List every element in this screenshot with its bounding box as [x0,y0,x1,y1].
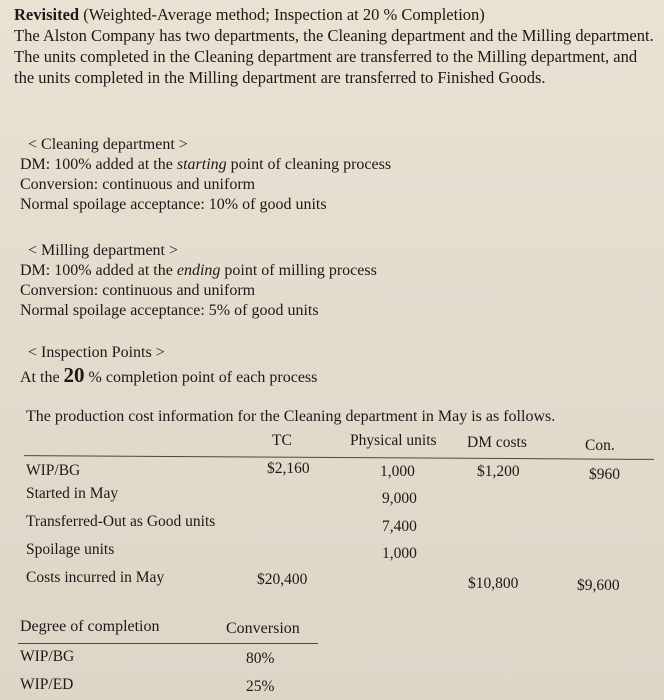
milling-header: < Milling department > [28,242,179,259]
inspection-header: < Inspection Points > [28,344,165,361]
row-dm: $1,200 [477,463,520,480]
row-label: WIP/BG [26,462,81,479]
milling-conversion: Conversion: continuous and uniform [20,282,256,299]
milling-spoilage: Normal spoilage acceptance: 5% of good units [20,302,319,319]
row-con: $960 [589,466,620,483]
row-label: Started in May [26,485,119,502]
col-physical-units: Physical units [350,432,437,449]
cleaning-header: < Cleaning department > [28,136,188,153]
production-intro: The production cost information for the Cleaning department in May is as follows. [26,408,556,425]
inspection-section [20,341,317,389]
col-dm-costs: DM costs [467,434,527,451]
inspection-line: At the 20 % completion point of each process [20,363,318,387]
cleaning-dm: DM: 100% added at the starting point of cleaning process [20,156,392,173]
milling-section [20,241,377,321]
row-dm: $10,800 [468,575,519,592]
completion-rule [18,643,318,644]
row-units: 1,000 [380,463,415,480]
completion-column: Conversion [226,620,300,637]
row-label: Transferred-Out as Good units [26,513,216,530]
row-units: 9,000 [382,490,417,507]
intro-paragraph [14,4,654,88]
completion-row-label: WIP/ED [20,676,74,693]
completion-row-value: 25% [246,678,275,695]
cleaning-conversion: Conversion: continuous and uniform [20,176,256,193]
completion-row-label: WIP/BG [20,648,75,665]
cleaning-section [20,135,391,215]
completion-header: Degree of completion [20,618,160,635]
col-tc: TC [272,432,292,449]
row-label: Spoilage units [26,541,115,558]
completion-row-value: 80% [246,650,275,667]
milling-dm: DM: 100% added at the ending point of milling process [20,262,377,279]
row-units: 1,000 [382,545,417,562]
row-con: $9,600 [577,577,620,594]
cleaning-spoilage: Normal spoilage acceptance: 10% of good units [20,196,327,213]
col-con: Con. [585,437,615,454]
header-rule [24,455,654,460]
row-tc: $20,400 [257,571,308,588]
row-tc: $2,160 [267,460,310,477]
row-label: Costs incurred in May [26,569,165,586]
problem-text: The Alston Company has two departments, the Cleaning department and the Milling department. The units completed in the Cleaning department are transferred to the Milling department, and the units completed in the Milling department are transferred to Finished Goods. [14,26,654,87]
problem-subtitle: (Weighted-Average method; Inspection at 20 % Completion) [83,5,485,24]
problem-title: Revisited [14,5,80,24]
inspection-value: 20 [63,363,85,387]
row-units: 7,400 [382,518,417,535]
